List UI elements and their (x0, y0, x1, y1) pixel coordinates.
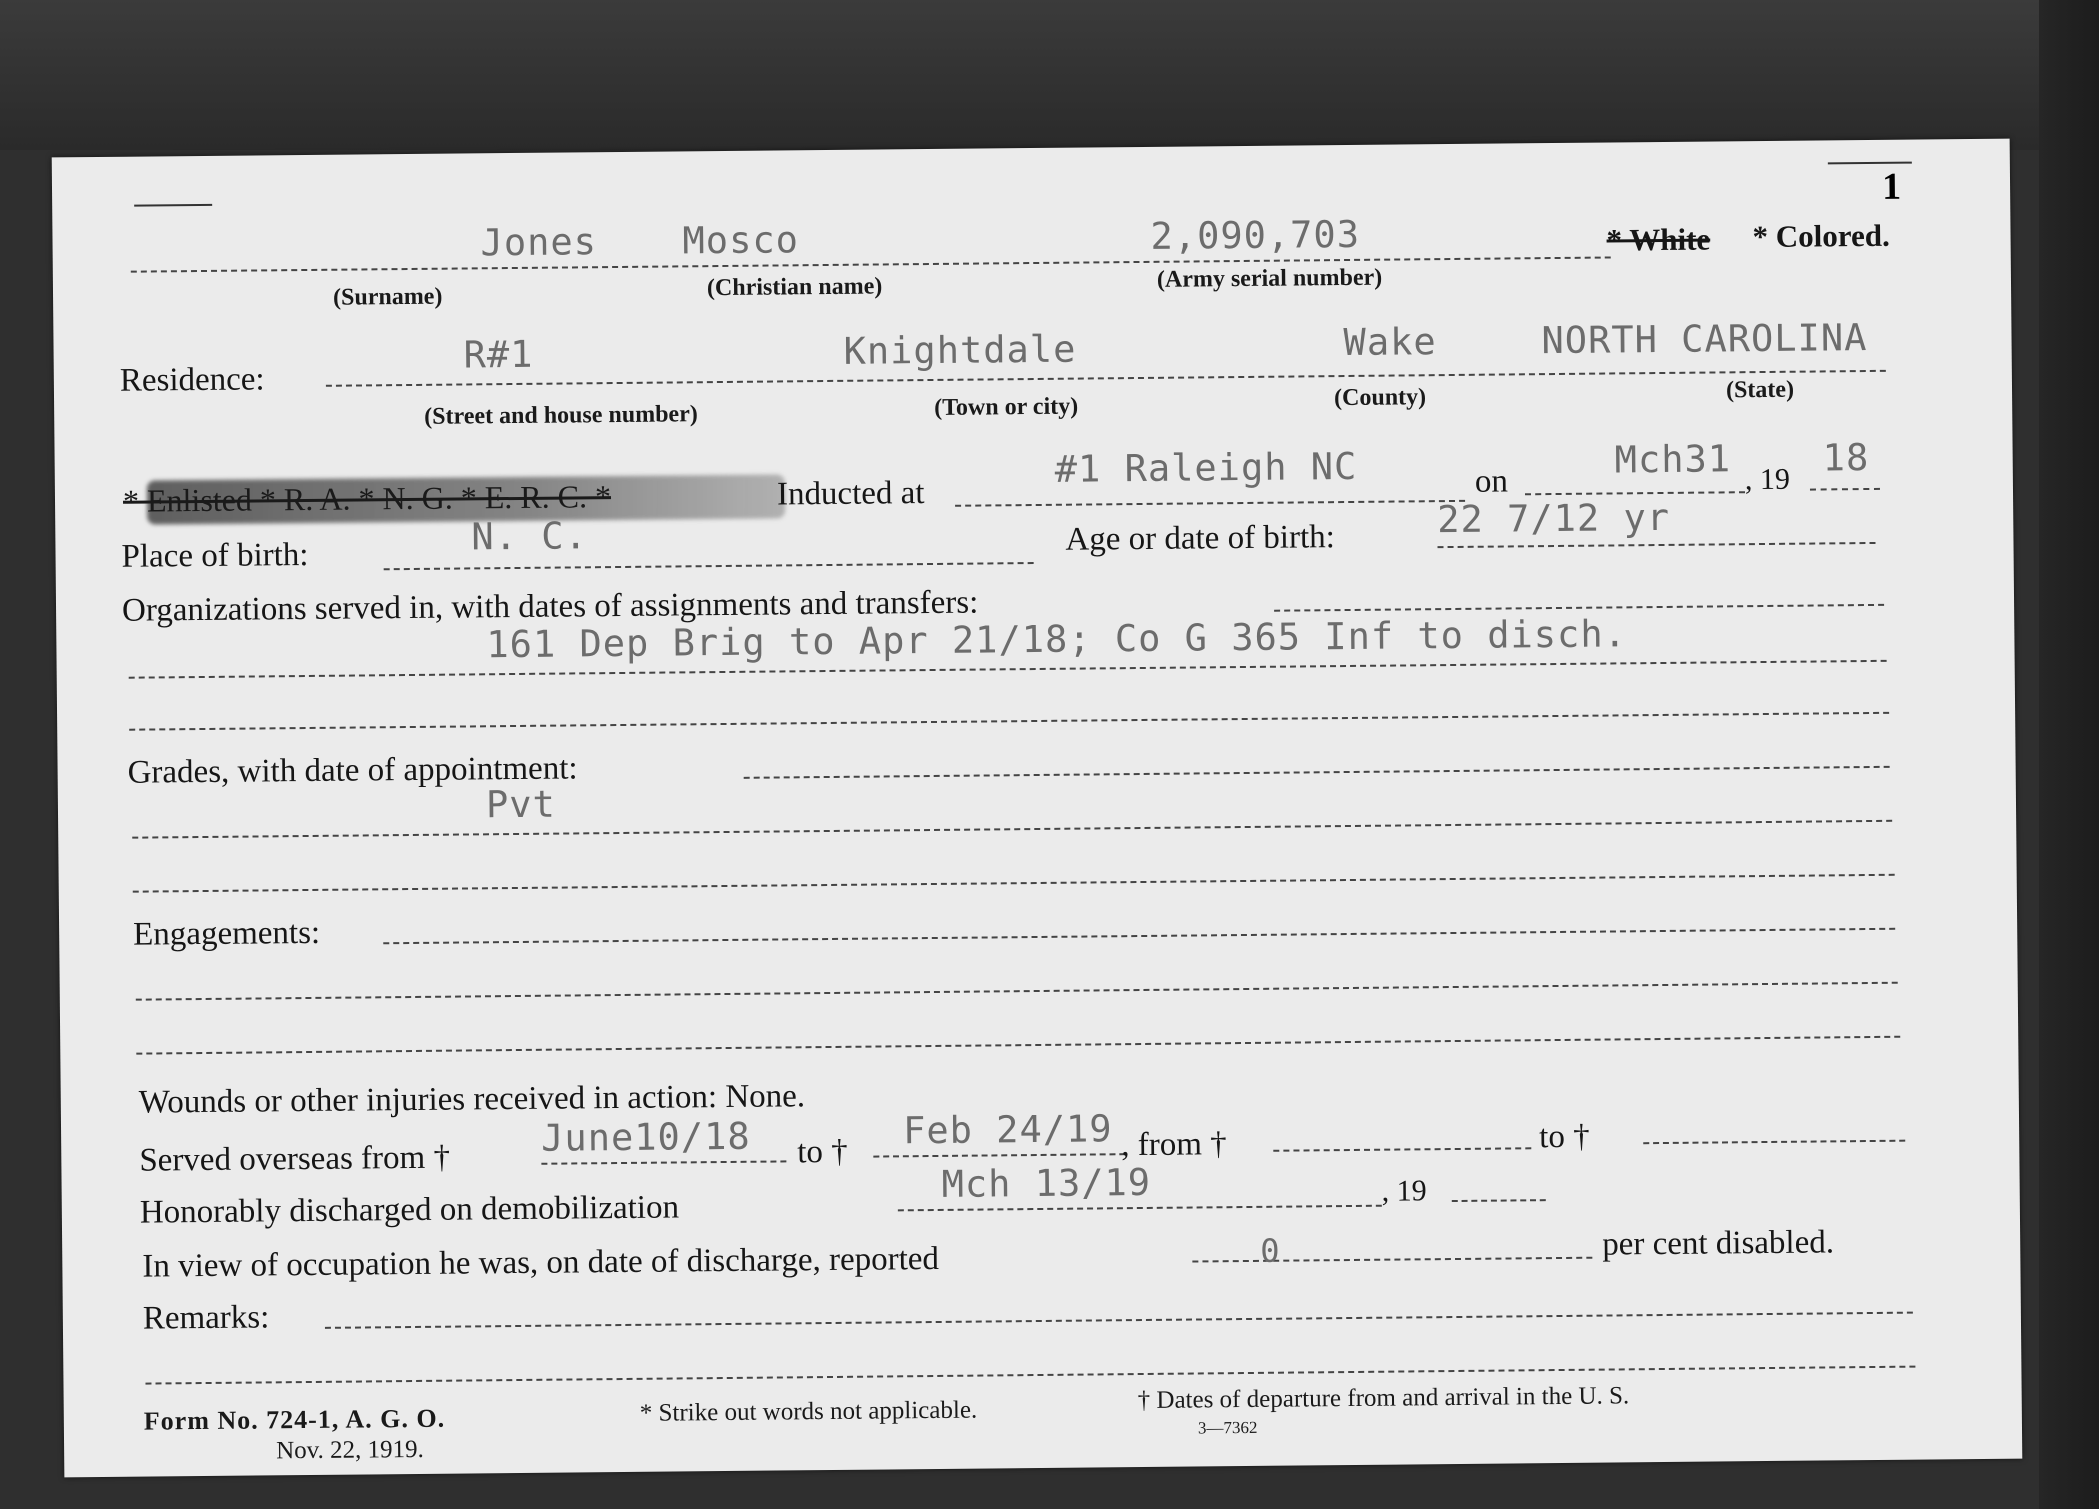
organizations-value: 161 Dep Brig to Apr 21/18; Co G 365 Inf to disch. (486, 612, 1628, 667)
state-caption: (State) (1725, 376, 1795, 404)
disability-value: 0 (1260, 1231, 1281, 1270)
street-caption: (Street and house number) (424, 401, 698, 430)
county-caption: (County) (1333, 384, 1427, 412)
residence-fill-line (326, 370, 1886, 387)
organizations-label: Organizations served in, with dates of assignments and transfers: (121, 584, 979, 629)
backdrop-right (2039, 0, 2099, 1509)
discharge-label: Honorably discharged on demobilization (139, 1189, 680, 1231)
induction-century: , 19 (1744, 462, 1791, 497)
grades-label: Grades, with date of appointment: (127, 750, 578, 791)
age-value: 22 7/12 yr (1437, 495, 1671, 542)
induction-date-value: Mch31 (1614, 437, 1732, 482)
age-fill-line (1438, 542, 1876, 548)
page-number: 1 (1881, 165, 1902, 208)
residence-label: Residence: (119, 361, 265, 399)
inducted-at-label: Inducted at (776, 475, 925, 513)
overseas-label: Served overseas from † (139, 1139, 451, 1179)
serial-number-value: 2,090,703 (1150, 212, 1361, 258)
wounds-label: Wounds or other injuries received in action: None. (138, 1078, 806, 1121)
service-record-card (52, 139, 2023, 1478)
discharge-date-value: Mch 13/19 (941, 1160, 1152, 1206)
christian-name-caption: (Christian name) (706, 273, 883, 302)
discharge-century: , 19 (1381, 1174, 1427, 1208)
form-number: Form No. 724-1, A. G. O. (143, 1403, 446, 1436)
county-value: Wake (1343, 320, 1437, 365)
backdrop-top (0, 0, 2099, 150)
place-of-birth-label: Place of birth: (121, 536, 309, 575)
induction-year-value: 18 (1822, 435, 1870, 480)
overseas-from2-label: , from † (1121, 1126, 1227, 1164)
engagements-label: Engagements: (133, 914, 321, 953)
place-of-birth-value: N. C. (471, 514, 588, 559)
on-label: on (1474, 463, 1509, 500)
surname-value: Jones (480, 220, 598, 265)
state-value: NORTH CAROLINA (1541, 316, 1868, 363)
age-label: Age or date of birth: (1065, 519, 1336, 558)
place-of-birth-fill-line (384, 562, 1034, 570)
overseas-to-value: Feb 24/19 (902, 1107, 1113, 1153)
overseas-to2-label: to † (1539, 1118, 1590, 1156)
grades-fill-line-1 (744, 766, 1890, 779)
grades-fill-line-2 (132, 820, 1892, 839)
name-fill-line (131, 256, 1611, 272)
top-left-rule (134, 204, 212, 207)
discharge-date-fill-line (898, 1205, 1382, 1212)
overseas-from2-fill-line (1273, 1147, 1531, 1151)
race-white-option: * White (1606, 221, 1711, 258)
race-colored-option: * Colored. (1752, 217, 1890, 255)
surname-caption: (Surname) (332, 283, 443, 311)
grade-value: Pvt (485, 782, 556, 827)
remarks-fill-line-2 (145, 1366, 1915, 1385)
form-date: Nov. 22, 1919. (276, 1435, 424, 1465)
disability-fill-line (1192, 1257, 1592, 1263)
overseas-from-value: June10/18 (540, 1114, 751, 1160)
overseas-from-fill-line (541, 1160, 786, 1164)
remarks-label: Remarks: (142, 1299, 270, 1337)
organizations-fill-line-1 (1274, 604, 1884, 612)
inducted-fill-line (955, 500, 1465, 507)
serial-number-caption: (Army serial number) (1156, 264, 1383, 293)
engagements-fill-line-2 (136, 982, 1898, 1001)
engagements-fill-line-3 (136, 1036, 1900, 1055)
engagements-fill-line-1 (383, 928, 1895, 945)
dates-note: † Dates of departure from and arrival in the U. S. (1137, 1382, 1630, 1415)
organizations-fill-line-3 (129, 712, 1889, 731)
disability-suffix: per cent disabled. (1602, 1224, 1835, 1263)
grades-fill-line-3 (133, 874, 1895, 893)
overseas-to2-fill-line (1643, 1140, 1905, 1145)
enlistment-options: * Enlisted * R. A. * N. G. * E. R. C. * (122, 478, 612, 519)
town-value: Knightdale (843, 327, 1077, 373)
disability-label: In view of occupation he was, on date of discharge, reported (142, 1240, 940, 1285)
induction-year-fill-line (1810, 488, 1880, 491)
inducted-place-value: #1 Raleigh NC (1054, 444, 1358, 491)
street-value: R#1 (463, 332, 534, 377)
discharge-year-fill-line (1452, 1199, 1546, 1202)
overseas-to-label: to † (797, 1133, 848, 1171)
organizations-fill-line-2 (129, 660, 1887, 679)
town-caption: (Town or city) (934, 393, 1079, 421)
christian-name-value: Mosco (682, 218, 800, 263)
remarks-fill-line-1 (325, 1312, 1913, 1329)
induction-date-fill-line (1525, 491, 1745, 495)
print-code: 3—7362 (1197, 1417, 1258, 1438)
overseas-to-fill-line (873, 1153, 1125, 1157)
strike-note: * Strike out words not applicable. (639, 1396, 978, 1427)
